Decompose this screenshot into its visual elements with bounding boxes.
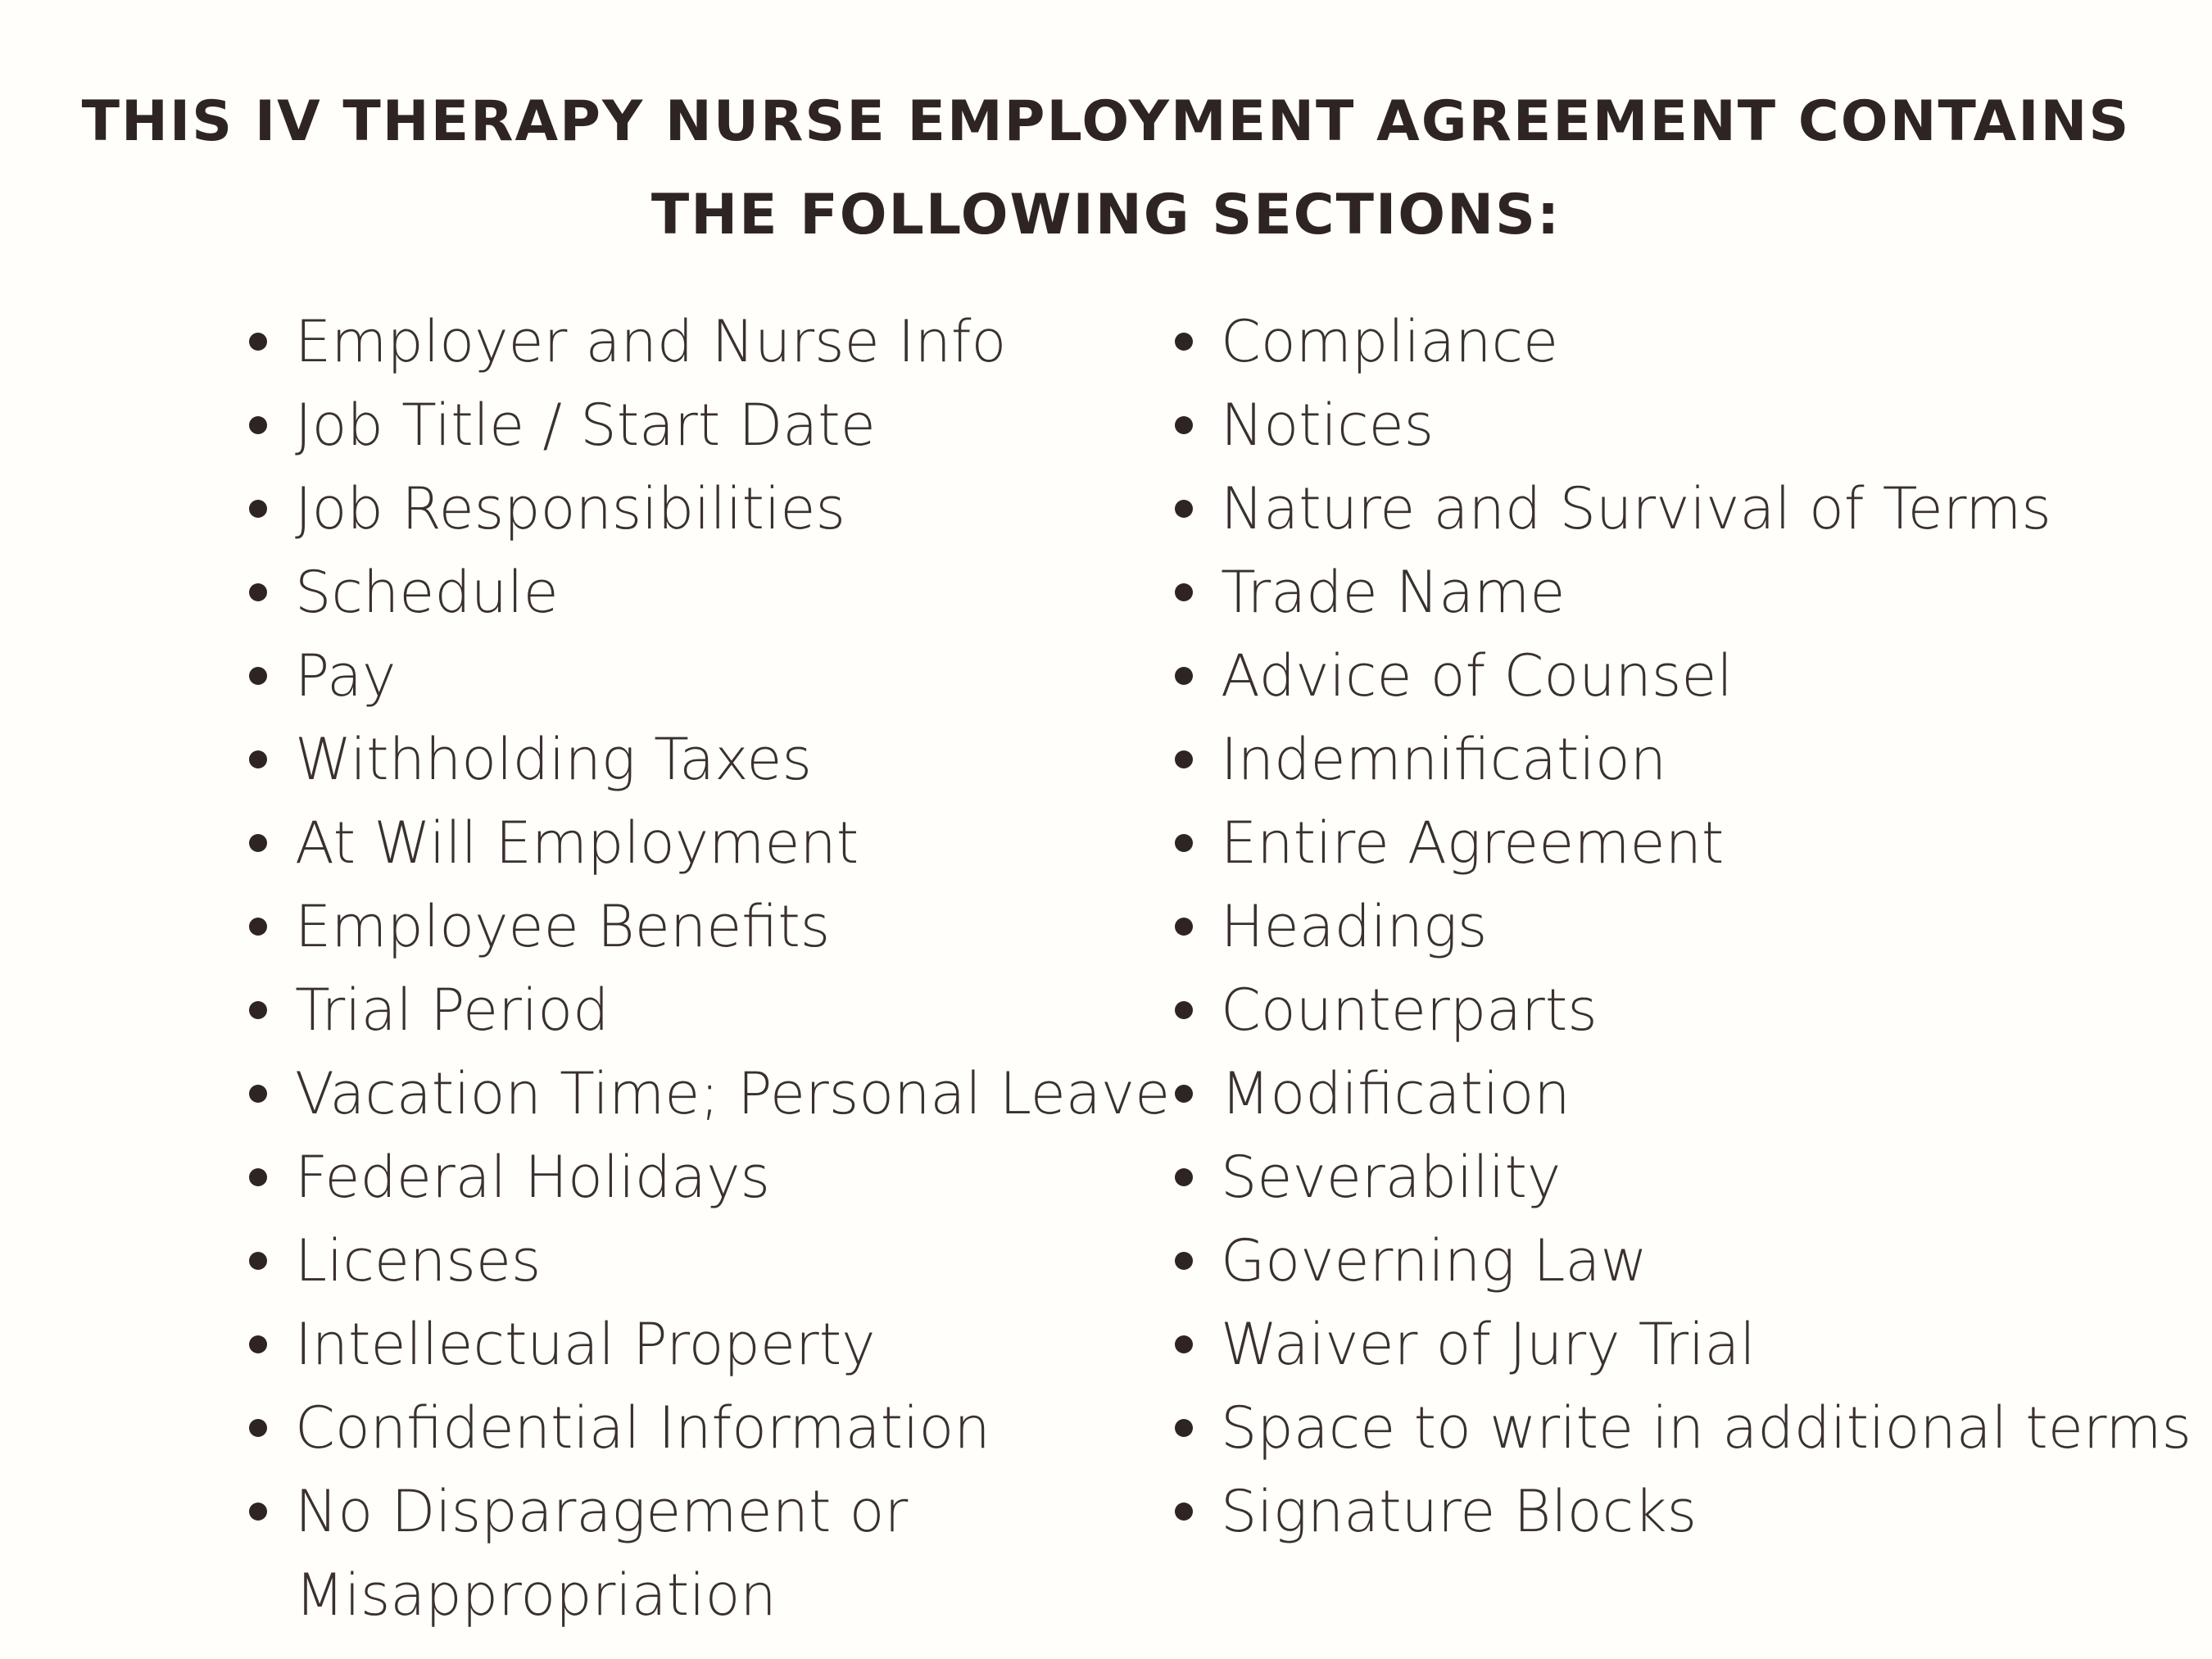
list-item: Employee Benefits — [246, 885, 1163, 968]
list-item: Federal Holidays — [246, 1135, 1163, 1219]
list-item: Job Responsibilities — [246, 467, 1163, 551]
bullet-icon — [249, 1335, 267, 1353]
list-item: Entire Agreement — [1172, 801, 2196, 885]
bullet-icon — [1175, 1085, 1193, 1103]
list-item: Waiver of Jury Trial — [1172, 1303, 2196, 1386]
list-item: No Disparagement or Misappropriation — [246, 1470, 1163, 1637]
list-item: Headings — [1172, 885, 2196, 968]
bullet-icon — [249, 1419, 267, 1437]
title-line-2: THE FOLLOWING SECTIONS: — [650, 183, 1562, 247]
bullet-icon — [249, 667, 267, 685]
bullet-icon — [249, 333, 267, 351]
list-item: Notices — [1172, 383, 2196, 467]
sections-list-left — [246, 300, 1171, 1637]
bullet-icon — [249, 1085, 267, 1103]
bullet-icon — [249, 1168, 267, 1186]
bullet-icon — [249, 750, 267, 768]
list-item: Indemnification — [1172, 718, 2196, 801]
bullet-icon — [1175, 1419, 1193, 1437]
list-item: Pay — [246, 634, 1163, 718]
list-item: Licenses — [246, 1219, 1163, 1303]
bullet-icon — [249, 1503, 267, 1521]
list-item: Governing Law — [1172, 1219, 2196, 1303]
list-item: Confidential Information — [246, 1386, 1163, 1470]
list-item: Intellectual Property — [246, 1303, 1163, 1386]
title-line-1: THIS IV THERAPY NURSE EMPLOYMENT AGREEMENT CONTAINS — [81, 89, 2131, 154]
bullet-icon — [1175, 750, 1193, 768]
bullet-icon — [1175, 416, 1193, 434]
bullet-icon — [1175, 1252, 1193, 1270]
bullet-icon — [249, 918, 267, 936]
bullet-icon — [249, 1252, 267, 1270]
bullet-icon — [1175, 1503, 1193, 1521]
bullet-icon — [1175, 583, 1193, 601]
bullet-icon — [249, 834, 267, 852]
list-item: Withholding Taxes — [246, 718, 1163, 801]
bullet-icon — [249, 416, 267, 434]
list-item: At Will Employment — [246, 801, 1163, 885]
bullet-icon — [249, 1001, 267, 1019]
list-item: Nature and Survival of Terms — [1172, 467, 2196, 551]
list-item: Signature Blocks — [1172, 1470, 2196, 1553]
bullet-icon — [1175, 834, 1193, 852]
list-item: Schedule — [246, 551, 1163, 634]
bullet-icon — [249, 500, 267, 518]
bullet-icon — [1175, 667, 1193, 685]
bullet-icon — [1175, 1335, 1193, 1353]
list-item: Space to write in additional terms — [1172, 1386, 2196, 1470]
bullet-icon — [1175, 918, 1193, 936]
list-item: Advice of Counsel — [1172, 634, 2196, 718]
bullet-icon — [1175, 500, 1193, 518]
list-item: Trade Name — [1172, 551, 2196, 634]
list-item: Vacation Time; Personal Leave — [246, 1052, 1163, 1135]
bullet-icon — [1175, 1001, 1193, 1019]
bullet-icon — [249, 583, 267, 601]
list-item: Employer and Nurse Info — [246, 300, 1163, 383]
bullet-icon — [1175, 1168, 1193, 1186]
sections-list-right — [1172, 300, 2196, 1553]
list-item: Severability — [1172, 1135, 2196, 1219]
list-item: Trial Period — [246, 968, 1163, 1052]
list-item: Counterparts — [1172, 968, 2196, 1052]
bullet-icon — [1175, 333, 1193, 351]
list-item: Modification — [1172, 1052, 2196, 1135]
page-title — [0, 75, 2212, 262]
list-item: Compliance — [1172, 300, 2196, 383]
list-item: Job Title / Start Date — [246, 383, 1163, 467]
